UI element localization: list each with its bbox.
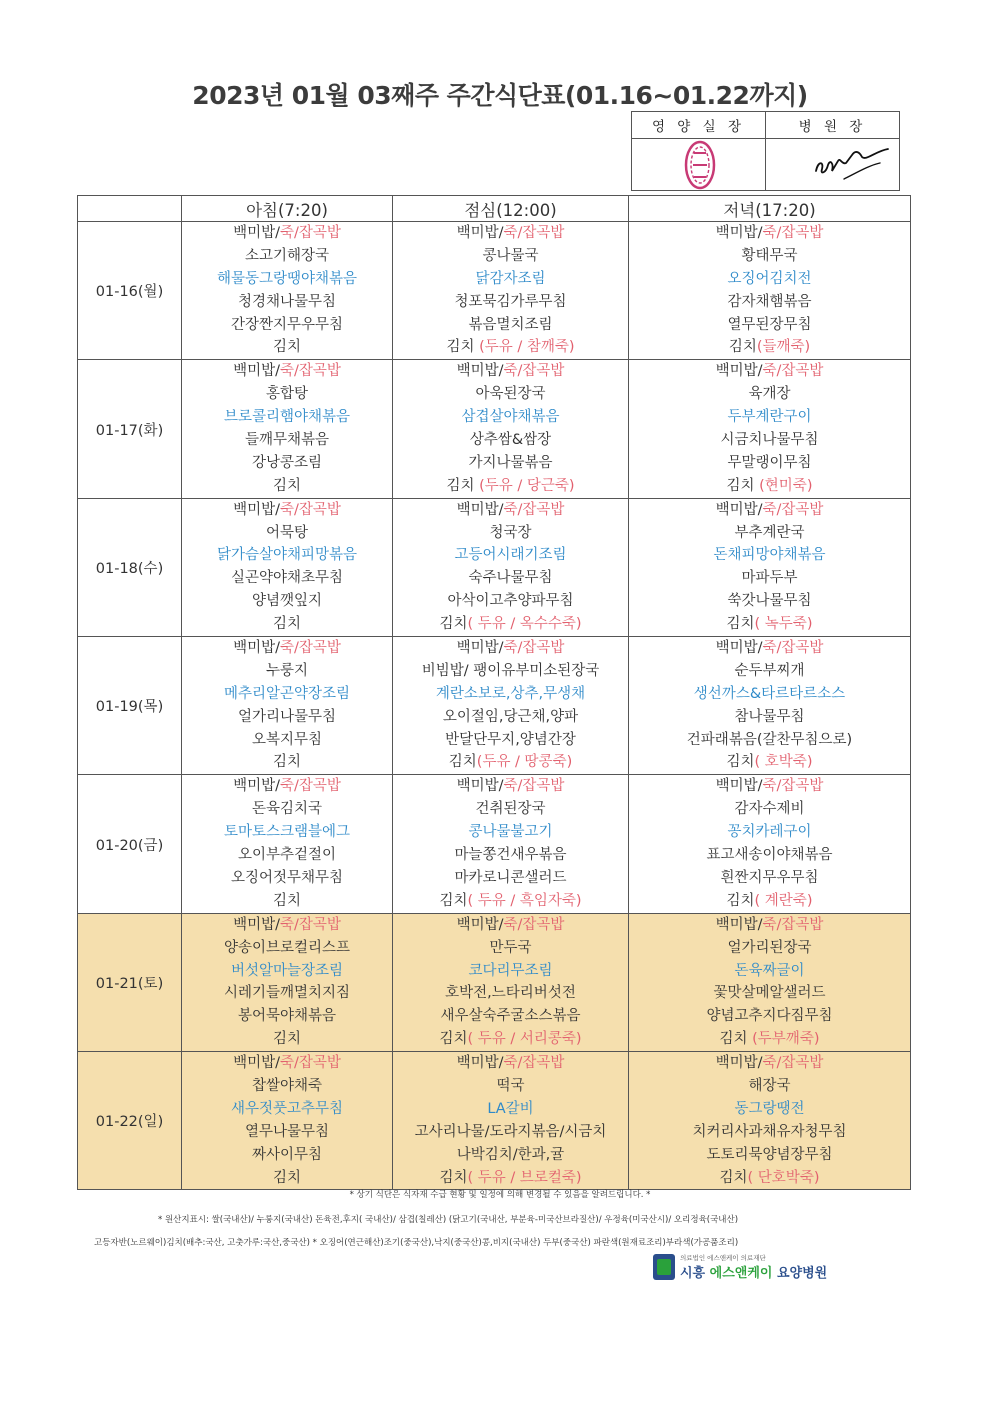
menu-item: 오이절임,당근채,양파 <box>442 708 579 725</box>
meal-cell-lunch <box>393 498 629 636</box>
menu-item <box>629 890 910 913</box>
menu-item-alt: ( 두유 / 옥수수죽) <box>467 616 582 633</box>
meal-cell-breakfast <box>182 222 393 360</box>
meal-cell-breakfast <box>182 913 393 1051</box>
menu-item: 오복지무침 <box>251 731 323 748</box>
menu-item: 실곤약야채초무침 <box>230 570 344 587</box>
menu-item-main: 김치 <box>719 1031 753 1048</box>
menu-item: 오징어김치전 <box>727 270 812 287</box>
menu-item-alt: ( 호박죽) <box>754 754 813 771</box>
menu-item-main: 백미밥/ <box>456 363 504 380</box>
menu-item: 새우살숙주굴소스볶음 <box>440 1008 581 1025</box>
menu-item-alt: (두유 / 땅콩죽) <box>476 754 573 771</box>
menu-item: 홍합탕 <box>265 386 309 403</box>
menu-item: 무말랭이무침 <box>727 454 812 471</box>
menu-item-alt: 죽/잡곡밥 <box>762 1055 824 1072</box>
menu-item: 도토리묵양념장무침 <box>706 1146 833 1163</box>
hospital-logo <box>653 1253 827 1281</box>
menu-item-main: 김치 <box>728 339 757 356</box>
menu-item: 해장국 <box>748 1077 791 1094</box>
menu-item: 반달단무지,양념간장 <box>445 731 576 748</box>
menu-item: 오이부추겉절이 <box>237 847 337 864</box>
meal-cell-breakfast <box>182 360 393 498</box>
menu-item: 찹쌀야채죽 <box>251 1077 323 1094</box>
menu-item-alt: 죽/잡곡밥 <box>279 225 341 241</box>
day-row <box>78 360 911 498</box>
menu-item: 코다리무조림 <box>468 962 553 979</box>
menu-item-alt: ( 계란죽) <box>754 892 813 909</box>
menu-item-main: 백미밥/ <box>233 916 280 933</box>
menu-item: 브로콜리햄야채볶음 <box>223 409 351 426</box>
day-label: 01-21(토) <box>78 913 182 1051</box>
seal-stamp <box>670 139 730 191</box>
meal-cell-lunch <box>393 222 629 360</box>
day-label: 01-19(목) <box>78 637 182 775</box>
approval-label-nutrition: 영 양 실 장 <box>632 112 765 139</box>
menu-item <box>629 613 910 636</box>
menu-item: 비빔밥/ 팽이유부미소된장국 <box>421 662 600 679</box>
menu-item: 부추계란국 <box>734 524 805 541</box>
menu-item-main: 백미밥/ <box>715 225 763 241</box>
menu-item-alt: 죽/잡곡밥 <box>503 225 565 241</box>
menu-item-alt: (두유 / 참깨죽) <box>479 339 575 356</box>
menu-item: 김치 <box>272 616 301 633</box>
menu-item-alt: 죽/잡곡밥 <box>279 778 341 795</box>
approval-box <box>631 111 900 191</box>
header-dinner: 저녁(17:20) <box>629 196 911 222</box>
meal-cell-dinner <box>629 222 911 360</box>
menu-item <box>629 751 910 774</box>
menu-item: 숙주나물무침 <box>468 570 553 587</box>
menu-item-alt: ( 두유 / 브로컬죽) <box>467 1169 582 1186</box>
menu-item: 양념깻잎지 <box>251 593 323 610</box>
menu-item: 꽁치카레구이 <box>727 824 812 841</box>
menu-item-main: 김치 <box>439 616 468 633</box>
menu-item: 열무된장무침 <box>727 316 812 333</box>
menu-item: 아욱된장국 <box>475 386 546 403</box>
menu-item: 새우젓풋고추무침 <box>230 1100 344 1117</box>
menu-item: 건파래볶음(갈찬무침으로) <box>686 731 853 748</box>
menu-item: 누룽지 <box>265 662 309 679</box>
menu-item <box>393 475 628 498</box>
meal-cell-breakfast <box>182 775 393 913</box>
signature <box>766 139 900 191</box>
origin-line-1: * 원산지표시: 쌀(국내산)/ 누룽지(국내산) 돈육전,후지( 국내산)/ 삼겹(칠레산) (닭고기(국내산, 부분육-미국산브라질산)/ 우정육(미국산시)/ 오리정육(국내산) <box>158 1215 739 1225</box>
approval-nutrition <box>632 112 765 190</box>
menu-item: 볶음멸치조림 <box>468 316 553 333</box>
menu-item: 치커리사과채유자청무침 <box>692 1123 847 1140</box>
day-row <box>78 222 911 360</box>
menu-item <box>629 336 910 359</box>
menu-item-main: 김치 <box>446 477 480 494</box>
menu-item: 건취된장국 <box>475 801 546 818</box>
menu-item: 양념고추지다짐무침 <box>706 1008 833 1025</box>
menu-item-main: 김치 <box>439 1031 468 1048</box>
menu-item-alt: (들깨죽) <box>756 339 811 356</box>
menu-item-main: 백미밥/ <box>715 778 763 795</box>
menu-item <box>393 613 628 636</box>
menu-item: 두부계란구이 <box>727 409 812 426</box>
menu-item: 생선까스&타르타르소스 <box>693 685 846 702</box>
menu-item <box>393 775 628 798</box>
menu-item: 양송이브로컬리스프 <box>223 939 351 956</box>
menu-item: 청포묵김가루무침 <box>454 293 567 310</box>
day-label: 01-17(화) <box>78 360 182 498</box>
menu-item <box>629 637 910 660</box>
menu-item-main: 백미밥/ <box>456 778 504 795</box>
menu-item: 감자수제비 <box>734 801 805 818</box>
menu-item: 마파두부 <box>741 570 798 587</box>
menu-item: 떡국 <box>496 1077 525 1094</box>
menu-item-main: 백미밥/ <box>456 501 504 518</box>
menu-item: 간장짠지무우무침 <box>230 316 344 333</box>
menu-item-main: 김치 <box>726 754 755 771</box>
menu-item: 김치 <box>272 892 301 909</box>
meal-cell-dinner <box>629 360 911 498</box>
menu-item: 나박김치/한과,귤 <box>456 1146 565 1163</box>
menu-item <box>629 475 910 498</box>
meal-cell-dinner <box>629 498 911 636</box>
menu-item: 삼겹살야채볶음 <box>461 409 560 426</box>
meal-cell-lunch <box>393 360 629 498</box>
menu-item <box>182 499 392 522</box>
menu-item-main: 김치 <box>719 1169 748 1186</box>
menu-item: 강낭콩조림 <box>251 454 323 471</box>
menu-item-alt: 죽/잡곡밥 <box>762 640 824 657</box>
menu-item: 청경채나물무침 <box>237 293 337 310</box>
menu-item-alt: 죽/잡곡밥 <box>762 501 824 518</box>
menu-item: 호박전,느타리버섯전 <box>445 985 576 1002</box>
meal-cell-breakfast <box>182 637 393 775</box>
menu-item-alt: (두유 / 당근죽) <box>479 477 575 494</box>
menu-item: 어묵탕 <box>265 524 309 541</box>
menu-item-alt: 죽/잡곡밥 <box>279 363 341 380</box>
menu-item: 고등어시래기조림 <box>454 547 567 564</box>
menu-item-alt: 죽/잡곡밥 <box>762 225 824 241</box>
menu-item-alt: 죽/잡곡밥 <box>503 916 565 933</box>
menu-item: 김치 <box>272 1031 301 1048</box>
menu-item <box>182 637 392 660</box>
day-label: 01-18(수) <box>78 498 182 636</box>
menu-item-alt: 죽/잡곡밥 <box>503 1055 565 1072</box>
menu-item: 시금치나물무침 <box>720 432 819 449</box>
menu-item: 짜사이무침 <box>251 1146 323 1163</box>
menu-item-main: 백미밥/ <box>715 501 763 518</box>
menu-item-alt: 죽/잡곡밥 <box>503 778 565 795</box>
menu-item <box>393 637 628 660</box>
menu-item <box>629 499 910 522</box>
menu-item-alt: 죽/잡곡밥 <box>503 363 565 380</box>
menu-item-main: 김치 <box>726 477 760 494</box>
menu-item: 오징어젓무채무침 <box>230 869 344 886</box>
menu-item-main: 백미밥/ <box>233 363 280 380</box>
logo-icon <box>653 1254 675 1280</box>
menu-item: 고사리나물/도라지볶음/시금치 <box>414 1123 607 1140</box>
day-row <box>78 498 911 636</box>
menu-item-main: 백미밥/ <box>456 916 504 933</box>
menu-item-alt: 죽/잡곡밥 <box>279 640 341 657</box>
meal-cell-breakfast <box>182 498 393 636</box>
menu-item-alt: 죽/잡곡밥 <box>762 916 824 933</box>
menu-item: 마카로니콘샐러드 <box>454 869 567 886</box>
menu-item-main: 백미밥/ <box>233 501 280 518</box>
logo-name-brand: 에스앤케이 <box>709 1266 773 1281</box>
menu-item: 김치 <box>272 1169 301 1186</box>
origin-line-2: 고등자반(노르웨이)김치(배추:국산, 고춧가루:국산,중국산) * 오징어(연근해산)조기(중국산),낙지(중국산)콩,비지(국내산) 두부(중국산) 파란색(원재료조리)부라색(가공품조리) <box>94 1238 739 1248</box>
day-label: 01-22(일) <box>78 1052 182 1190</box>
logo-name-prefix: 시흥 <box>680 1266 710 1281</box>
menu-item-main: 김치 <box>726 616 755 633</box>
menu-item: 계란소보로,상추,무생채 <box>435 685 586 702</box>
menu-item <box>393 1028 628 1051</box>
menu-item-alt: 죽/잡곡밥 <box>279 501 341 518</box>
menu-item <box>393 1052 628 1075</box>
meal-cell-dinner <box>629 913 911 1051</box>
menu-item: 순두부찌개 <box>734 662 805 679</box>
logo-subtitle: 의료법인 에스앤케이 의료재단 <box>680 1254 766 1262</box>
meal-cell-dinner <box>629 775 911 913</box>
menu-item-alt: ( 두유 / 서리콩죽) <box>467 1031 582 1048</box>
menu-item: 콩나물국 <box>482 247 539 264</box>
meal-cell-dinner <box>629 1052 911 1190</box>
notice-text: * 상기 식단은 식자재 수급 현황 및 일정에 의해 변경될 수 있음을 알려드립니다. * <box>349 1190 651 1200</box>
menu-item-alt: ( 녹두죽) <box>754 616 813 633</box>
menu-item <box>182 222 392 245</box>
menu-item: 닭가슴살야채피망볶음 <box>216 547 358 564</box>
menu-item: 해물동그랑땡야채볶음 <box>216 270 358 287</box>
menu-item-main: 백미밥/ <box>233 225 280 241</box>
menu-item: 들깨무채볶음 <box>244 432 330 449</box>
menu-item-main: 백미밥/ <box>715 1055 763 1072</box>
menu-item <box>393 360 628 383</box>
meal-cell-lunch <box>393 637 629 775</box>
menu-item: 황태무국 <box>741 247 798 264</box>
menu-item-alt: 죽/잡곡밥 <box>279 1055 341 1072</box>
day-label: 01-20(금) <box>78 775 182 913</box>
menu-item-alt: 죽/잡곡밥 <box>503 501 565 518</box>
logo-name-suffix: 요양병원 <box>772 1266 828 1281</box>
approval-label-director: 병 원 장 <box>766 112 899 139</box>
meal-cell-lunch <box>393 913 629 1051</box>
menu-item: 감자채햄볶음 <box>727 293 812 310</box>
menu-item-alt: 죽/잡곡밥 <box>762 778 824 795</box>
menu-item: 소고기해장국 <box>244 247 330 264</box>
meal-cell-breakfast <box>182 1052 393 1190</box>
menu-item-alt: ( 단호박죽) <box>747 1169 820 1186</box>
menu-item: 가지나물볶음 <box>468 454 553 471</box>
menu-item <box>629 1052 910 1075</box>
menu-item: 콩나물불고기 <box>468 824 553 841</box>
menu-item: 돈채피망야채볶음 <box>713 547 826 564</box>
menu-item: 얼가리나물무침 <box>237 708 337 725</box>
menu-item-main: 김치 <box>446 339 480 356</box>
menu-item-alt: (두부깨죽) <box>752 1031 820 1048</box>
menu-item: 얼가리된장국 <box>727 939 812 956</box>
menu-item <box>629 775 910 798</box>
menu-item: 꽃맛살메알샐러드 <box>713 985 826 1002</box>
menu-item <box>393 222 628 245</box>
menu-item <box>182 360 392 383</box>
menu-item: 돈육짜글이 <box>734 962 805 979</box>
menu-item <box>393 890 628 913</box>
table-header-row <box>78 196 911 222</box>
menu-item: 마늘쫑건새우볶음 <box>454 847 567 864</box>
menu-item <box>629 222 910 245</box>
menu-item: LA갈비 <box>487 1100 534 1117</box>
menu-item: 동그랑땡전 <box>734 1100 805 1117</box>
menu-item <box>393 499 628 522</box>
meal-cell-lunch <box>393 1052 629 1190</box>
menu-item-main: 백미밥/ <box>233 1055 280 1072</box>
menu-item-alt: 죽/잡곡밥 <box>279 916 341 933</box>
menu-item: 참나물무침 <box>734 708 805 725</box>
menu-body <box>78 222 911 1190</box>
menu-item <box>393 751 628 774</box>
menu-item-main: 김치 <box>439 892 468 909</box>
menu-item-main: 백미밥/ <box>233 778 280 795</box>
menu-item: 흰짠지무우무침 <box>720 869 819 886</box>
menu-item-alt: 죽/잡곡밥 <box>762 363 824 380</box>
menu-item <box>629 1028 910 1051</box>
menu-item: 토마토스크램블에그 <box>223 824 351 841</box>
day-row <box>78 913 911 1051</box>
menu-item: 아삭이고추양파무침 <box>447 593 574 610</box>
menu-item: 표고새송이야채볶음 <box>706 847 833 864</box>
menu-item: 돈육김치국 <box>251 801 323 818</box>
menu-item: 닭감자조림 <box>475 270 546 287</box>
menu-item: 열무나물무침 <box>244 1123 330 1140</box>
menu-item: 버섯알마늘장조림 <box>230 962 344 979</box>
day-row <box>78 1052 911 1190</box>
menu-item-main: 김치 <box>439 1169 468 1186</box>
menu-item: 김치 <box>272 754 301 771</box>
menu-item-alt: 죽/잡곡밥 <box>503 640 565 657</box>
approval-director <box>765 112 899 190</box>
menu-item-main: 백미밥/ <box>715 640 763 657</box>
menu-item <box>393 1167 628 1190</box>
logo-name <box>680 1262 827 1281</box>
day-row <box>78 775 911 913</box>
menu-item-main: 김치 <box>726 892 755 909</box>
page-title: 2023년 01월 03째주 주간식단표(01.16~01.22까지) <box>192 81 808 110</box>
meal-cell-lunch <box>393 775 629 913</box>
menu-item: 김치 <box>272 477 301 494</box>
menu-item: 김치 <box>272 339 301 356</box>
menu-item: 시레기들깨멸치지짐 <box>223 985 351 1002</box>
menu-item: 쑥갓나물무침 <box>727 593 812 610</box>
header-breakfast: 아침(7:20) <box>182 196 393 222</box>
menu-item: 육개장 <box>748 386 791 403</box>
menu-item <box>629 360 910 383</box>
menu-item <box>629 1167 910 1190</box>
menu-item-main: 김치 <box>448 754 477 771</box>
menu-item-main: 백미밥/ <box>715 916 763 933</box>
day-label: 01-16(월) <box>78 222 182 360</box>
menu-item: 상추쌈&쌈장 <box>469 432 552 449</box>
menu-item <box>182 1052 392 1075</box>
menu-item: 청국장 <box>489 524 532 541</box>
menu-item: 메추리알곤약장조림 <box>223 685 351 702</box>
header-lunch: 점심(12:00) <box>393 196 629 222</box>
menu-item-main: 백미밥/ <box>715 363 763 380</box>
menu-table <box>77 195 911 1190</box>
menu-item: 만두국 <box>489 939 532 956</box>
menu-item-main: 백미밥/ <box>456 640 504 657</box>
menu-item <box>182 914 392 937</box>
menu-item <box>629 914 910 937</box>
header-empty <box>78 196 182 222</box>
menu-item-main: 백미밥/ <box>456 225 504 241</box>
menu-item-main: 백미밥/ <box>456 1055 504 1072</box>
menu-item: 봉어묵야채볶음 <box>237 1008 337 1025</box>
menu-item-alt: (현미죽) <box>759 477 813 494</box>
menu-item <box>393 336 628 359</box>
meal-cell-dinner <box>629 637 911 775</box>
menu-item <box>393 914 628 937</box>
menu-item <box>182 775 392 798</box>
menu-item-main: 백미밥/ <box>233 640 280 657</box>
menu-item-alt: ( 두유 / 흑임자죽) <box>467 892 582 909</box>
day-row <box>78 637 911 775</box>
